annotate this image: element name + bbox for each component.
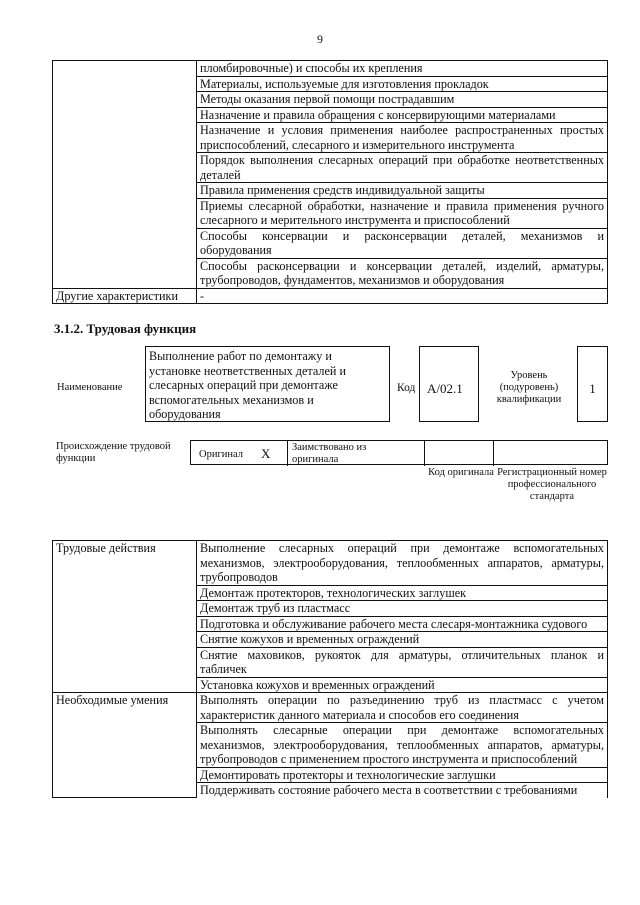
table-row: Выполнение слесарных операций при демонтаже вспомогательных механизмов, электрооборудования, теплообменных аппаратов, арматуры, трубопроводов: [197, 541, 608, 586]
table-row: Назначение и условия применения наиболее распространенных простых приспособлений, слесарного и измерительного инструмента: [197, 123, 608, 153]
table-row: Выполнять слесарные операции при демонтаже вспомогательных механизмов, электрооборудования, теплообменных аппаратов, арматуры, трубопроводов с применением простого инструмента и приспособлений: [197, 723, 608, 768]
level-label: Уровень (подуровень) квалификации: [496, 370, 562, 405]
origin-label: Происхождение трудовой функции: [56, 441, 171, 464]
table-row: Установка кожухов и временных ограждений: [197, 677, 608, 693]
original-label: Оригинал: [199, 449, 243, 460]
borrowed-label: Заимствовано из оригинала: [292, 442, 367, 465]
knowledge-table: [52, 60, 608, 304]
origin-divider-3: [493, 441, 494, 466]
required-skills-label: Необходимые умения: [53, 693, 197, 798]
table-row: Приемы слесарной обработки, назначение и правила применения ручного слесарного и мерительного инструмента и приспособлений: [197, 198, 608, 228]
other-characteristics-value: -: [197, 288, 608, 304]
code-original-caption: Код оригинала: [428, 467, 494, 478]
table-row: Поддерживать состояние рабочего места в соответствии с требованиями: [197, 783, 608, 798]
knowledge-label-cell: [53, 61, 197, 289]
level-box: [577, 346, 608, 422]
table-row: Правила применения средств индивидуальной защиты: [197, 183, 608, 199]
table-row: Методы оказания первой помощи пострадавшим: [197, 92, 608, 108]
table-row: Снятие маховиков, рукояток для арматуры, отличительных планок и табличек: [197, 647, 608, 677]
table-row: Материалы, используемые для изготовления прокладок: [197, 76, 608, 92]
table-row: Выполнять операции по разъединению труб из пластмасс с учетом характеристик данного материала и способов его соединения: [197, 693, 608, 723]
table-row: Способы консервации и расконсервации деталей, механизмов и оборудования: [197, 228, 608, 258]
origin-divider-1: [287, 441, 288, 466]
code-label: Код: [397, 382, 416, 394]
function-name: Выполнение работ по демонтажу и установке неответственных деталей и слесарных операций при демонтаже вспомогательных механизмов и оборудования: [149, 349, 346, 421]
section-heading: 3.1.2. Трудовая функция: [54, 321, 197, 336]
table-row: Подготовка и обслуживание рабочего места слесаря-монтажника судового: [197, 616, 608, 632]
other-characteristics-label: Другие характеристики: [53, 288, 197, 304]
table-row: Способы расконсервации и консервации деталей, изделий, арматуры, трубопроводов, фундаментов, механизмов и оборудования: [197, 258, 608, 288]
origin-row: [190, 440, 608, 465]
labor-actions-label: Трудовые действия: [53, 541, 197, 693]
labor-table: [52, 540, 608, 798]
reg-number-caption: Регистрационный номер профессионального стандарта: [497, 467, 607, 502]
origin-divider-2: [424, 441, 425, 466]
code-value: А/02.1: [427, 381, 463, 396]
table-row: Демонтаж протекторов, технологических заглушек: [197, 585, 608, 601]
table-row: Демонтаж труб из пластмасс: [197, 601, 608, 617]
name-label: Наименование: [57, 382, 123, 393]
table-row: Порядок выполнения слесарных операций при обработке неответственных деталей: [197, 153, 608, 183]
code-box: [419, 346, 479, 422]
table-row: Демонтировать протекторы и технологические заглушки: [197, 767, 608, 783]
level-value: 1: [589, 381, 596, 396]
original-mark: X: [261, 446, 271, 461]
table-row: Назначение и правила обращения с консервирующими материалами: [197, 107, 608, 123]
page-number: 9: [317, 32, 323, 46]
table-row: пломбировочные) и способы их крепления: [197, 61, 608, 77]
table-row: Снятие кожухов и временных ограждений: [197, 632, 608, 648]
function-name-box: [145, 346, 390, 422]
